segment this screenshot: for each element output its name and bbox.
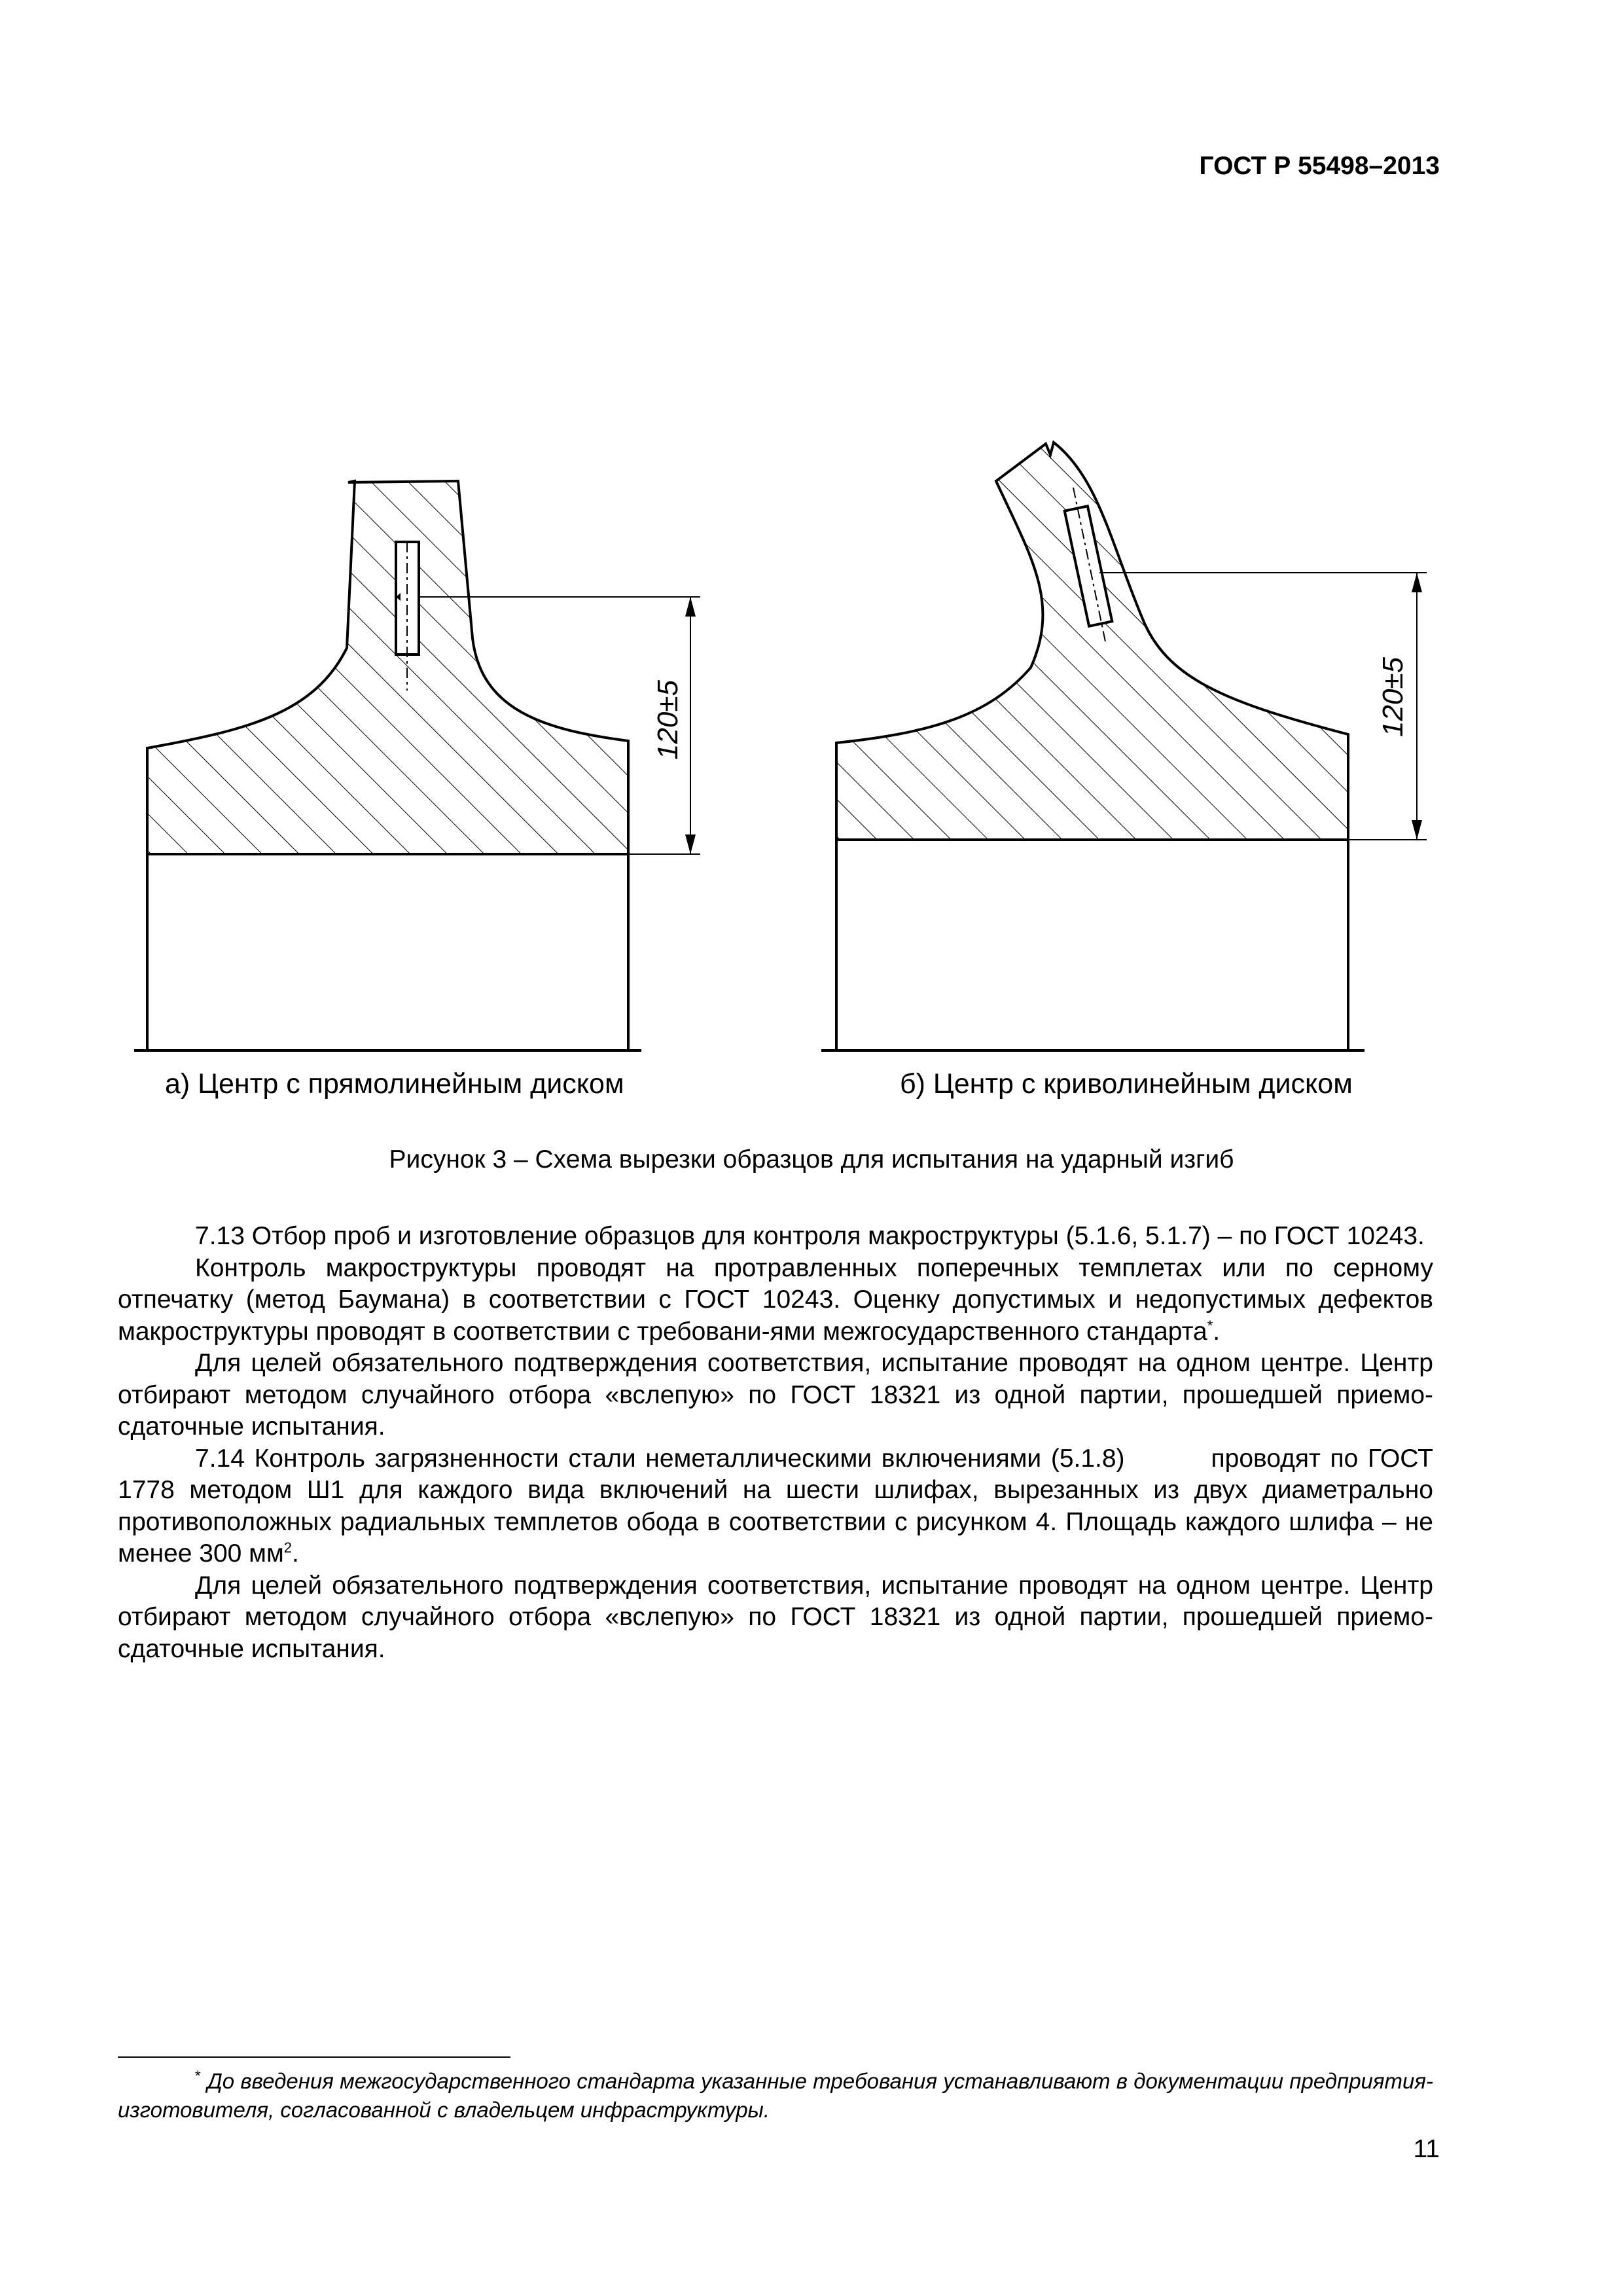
body-text [118,1221,1433,1665]
paragraph-7-14: 7.14 Контроль загрязненности стали неметаллическими включениями (5.1.8) проводят по ГОСТ 1778 методом Ш1 для каждого вида включений на шести шлифах, вырезанных из двух диаметрально противоположных радиальных темплетов обода в соответствии с рисунком 4. Площадь каждого шлифа – не менее 300 $мм^2$. [118,1444,1433,1568]
drawing-a-straight-disk [134,481,700,1050]
paragraph-macrostructure: Контроль макроструктуры проводят на протравленных поперечных темплетах или по серному отпечатку (метод Баумана) в соответствии с ГОСТ 10243. Оценку допустимых и недопустимых дефектов макроструктуры проводят в соответствии с требовани-ями межгосударственного стандарта*. [118,1253,1433,1346]
paragraph-conformity-2: Для целей обязательного подтверждения соответствия, испытание проводят на одном центре. Центр отбирают методом случайного отбора «вслепую» по ГОСТ 18321 из одной партии, прошедшей приемо-сдаточные испытания. [118,1571,1433,1663]
figure-caption-b: б) Центр с криволинейным диском [900,1068,1353,1100]
figure-caption-a: а) Центр с прямолинейным диском [165,1068,624,1100]
rim-lower-outline-b [836,840,1348,1050]
footnote-reference: * [1207,1317,1213,1334]
footnote-separator [118,2056,510,2058]
paragraph-7-13: 7.13 Отбор проб и изготовление образцов для контроля макроструктуры (5.1.6, 5.1.7) – по ГОСТ 10243. [195,1222,1425,1250]
document-header: ГОСТ Р 55498–2013 [1199,152,1440,180]
footnote-mark: * [195,2068,201,2084]
dimension-label-b: 120±5 [1377,656,1409,738]
drawing-b-curved-disk [821,442,1427,1050]
figure-title: Рисунок 3 – Схема вырезки образцов для испытания на ударный изгиб [389,1145,1234,1174]
footnote-text: До введения межгосударственного стандарта указанные требования устанавливают в документации предприятия-изготовителя, согласованной с владельцем инфраструктуры. [118,2069,1433,2122]
section-b-hatched [836,442,1348,840]
section-a-hatched [147,481,628,854]
figure-drawing [0,0,1623,1113]
page-number: 11 [1413,2135,1440,2163]
paragraph-conformity-1: Для целей обязательного подтверждения соответствия, испытание проводят на одном центре. Центр отбирают методом случайного отбора «вслепую» по ГОСТ 18321 из одной партии, прошедшей приемо-сдаточные испытания. [118,1349,1433,1441]
footnote [118,2067,1433,2125]
rim-lower-outline-a [147,854,628,1050]
dimension-label-a: 120±5 [652,679,684,761]
